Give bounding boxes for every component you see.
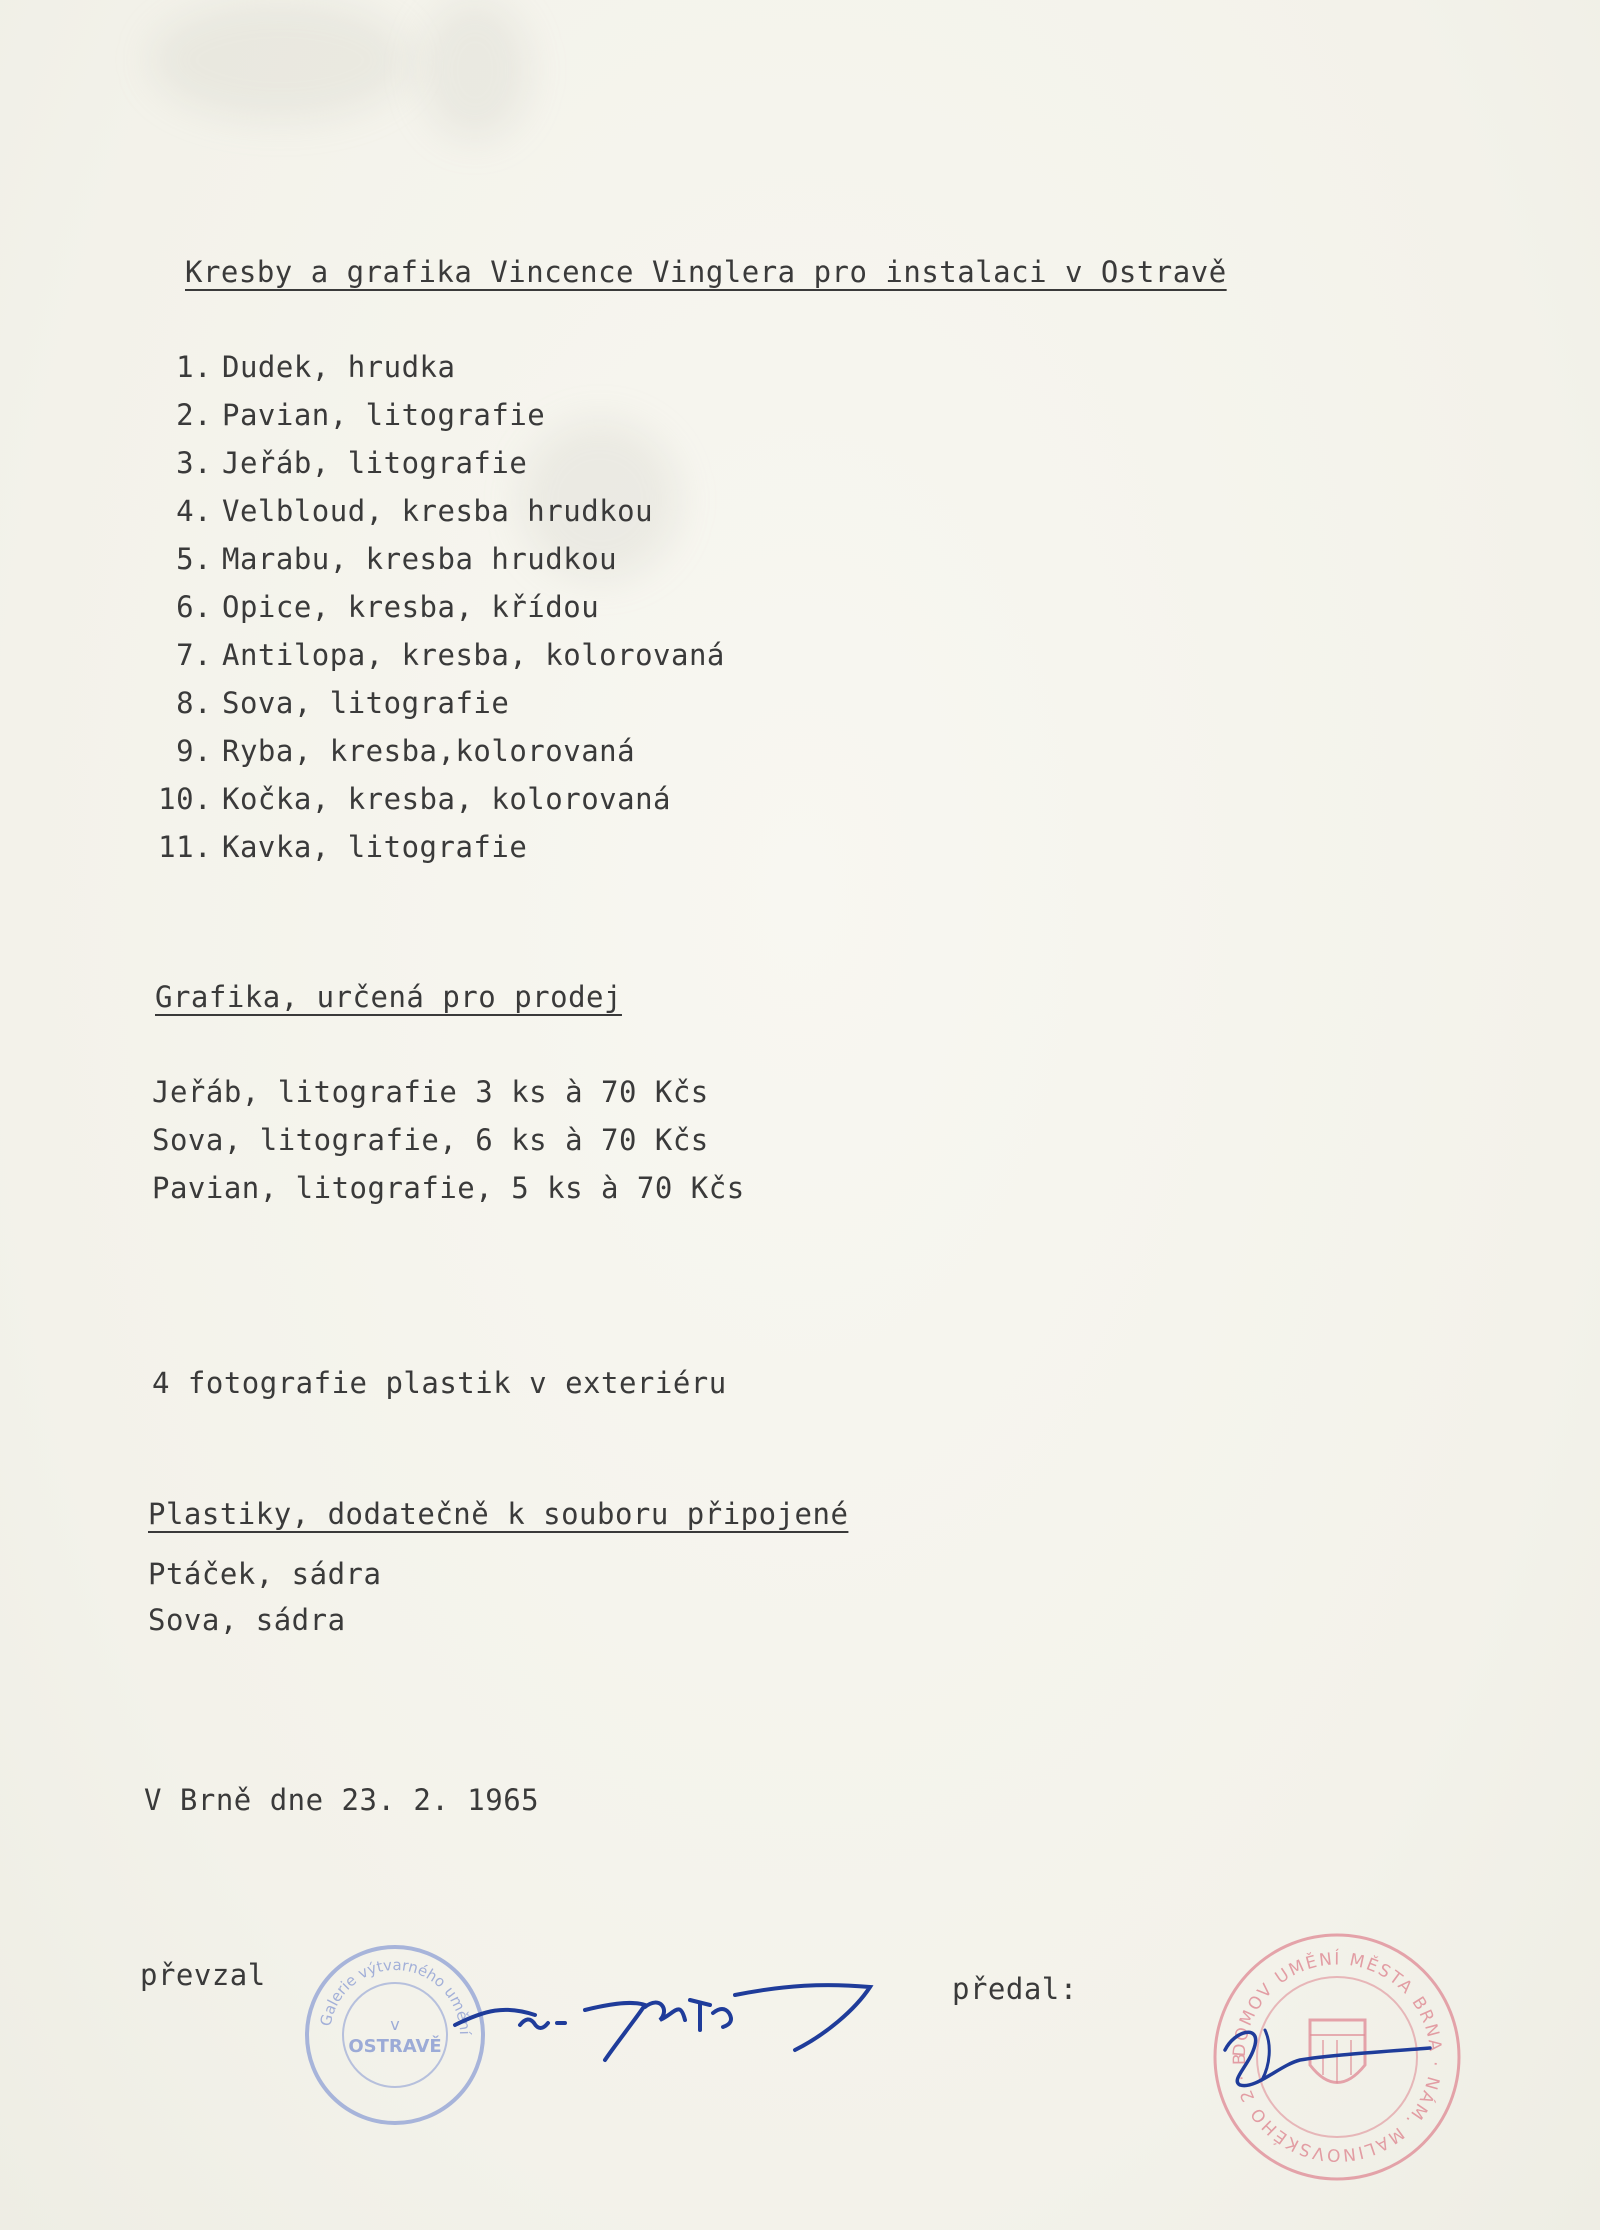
handed-label: předal: (952, 1972, 1078, 2006)
work-item: 10. Kočka, kresba, kolorovaná (158, 782, 671, 816)
main-heading: Kresby a grafika Vincence Vinglera pro instalaci v Ostravě (185, 255, 1227, 289)
received-label: převzal (140, 1958, 266, 1992)
handover-signature (1210, 2010, 1450, 2100)
work-item: 2. Pavian, litografie (176, 398, 546, 432)
paper-smudge (150, 0, 410, 120)
photos-line: 4 fotografie plastik v exteriéru (152, 1366, 727, 1400)
receiver-signature-graphic (445, 1965, 895, 2075)
work-item: 3. Jeřáb, litografie (176, 446, 528, 480)
svg-text:OSTRAVĚ: OSTRAVĚ (348, 2036, 442, 2057)
plastics-heading: Plastiky, dodatečně k souboru připojené (148, 1497, 849, 1531)
plastic-item: Ptáček, sádra (148, 1557, 382, 1591)
work-item: 1. Dudek, hrudka (176, 350, 456, 384)
svg-text:Galerie výtvarného umění: Galerie výtvarného umění (316, 1955, 475, 2036)
work-item: 8. Sova, litografie (176, 686, 510, 720)
sale-item: Pavian, litografie, 5 ks à 70 Kčs (152, 1171, 745, 1205)
sale-heading: Grafika, určená pro prodej (155, 980, 622, 1014)
receiver-signature (445, 1965, 895, 2075)
work-item: 5. Marabu, kresba hrudkou (176, 542, 618, 576)
work-item: 6. Opice, kresba, křídou (176, 590, 600, 624)
work-item: 4. Velbloud, kresba hrudkou (176, 494, 654, 528)
date-line: V Brně dne 23. 2. 1965 (144, 1783, 540, 1817)
work-item: 9. Ryba, kresba,kolorovaná (176, 734, 636, 768)
handover-signature-graphic (1210, 2010, 1450, 2100)
sale-item: Jeřáb, litografie 3 ks à 70 Kčs (152, 1075, 709, 1109)
sale-item: Sova, litografie, 6 ks à 70 Kčs (152, 1123, 709, 1157)
svg-text:v: v (390, 2015, 400, 2034)
svg-text:DOMOV UMĚNÍ MĚSTA BRNA · NÁM.: DOMOV UMĚNÍ MĚSTA BRNA · NÁM. MALINOVSKÉHO 2 · B (1229, 1949, 1446, 2165)
work-item: 11. Kavka, litografie (158, 830, 528, 864)
paper-smudge (420, 0, 530, 140)
work-item: 7. Antilopa, kresba, kolorovaná (176, 638, 725, 672)
plastic-item: Sova, sádra (148, 1603, 346, 1637)
